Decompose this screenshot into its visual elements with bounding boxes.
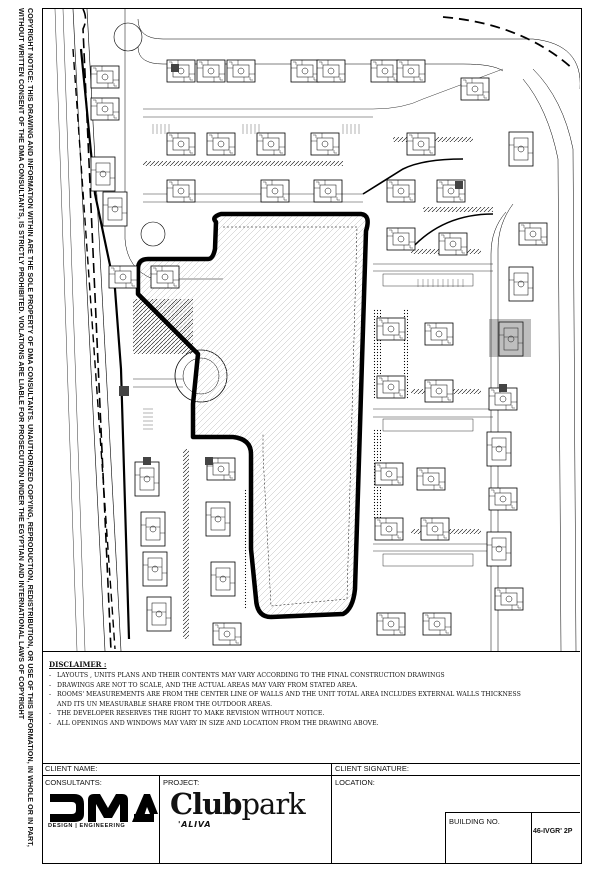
disclaimer-item: - ROOMS' MEASUREMENTS ARE FROM THE CENTER LINE OF WALLS AND THE UNIT TOTAL AREA INCLUDES EXTERNAL WALLS THICKNESS (49, 690, 570, 700)
title-block-divider (331, 775, 332, 863)
client-name-label: CLIENT NAME: (45, 764, 98, 773)
disclaimer-item: - ALL OPENINGS AND WINDOWS MAY VARY IN SIZE AND LOCATION FROM THE DRAWING ABOVE. (49, 719, 570, 729)
title-block-divider (43, 763, 580, 764)
clubpark-logo-part2: park (241, 787, 305, 821)
clubpark-logo (170, 787, 305, 821)
title-block-divider (43, 775, 580, 776)
disclaimer-item: - THE DEVELOPER RESERVES THE RIGHT TO MAKE REVISION WITHOUT NOTICE. (49, 709, 570, 719)
title-block-divider (531, 812, 532, 863)
disclaimer-section (43, 651, 580, 764)
copyright-text: COPYRIGHT NOTICE: THIS DRAWING AND INFORMATION WITHIN ARE THE SOLE PROPERTY OF DMA CONSULTANTS. UNAUTHORIZED COPYING, REPRODUCTION, REDISTRIBUTION, OR USE OF THIS INFORMATION, IN WHOLE OR IN PART, WITHOUT WRITTEN CONSENT OF THE DMA CONSULTANTS, IS STRICTLY PROHIBITED. VIOLATIONS ARE LIABLE FOR PROSECUTION UNDER THE EGYPTIAN AND INTERNATIONAL LAWS OF COPYRIGHT (17, 8, 34, 847)
disclaimer-item: - LAYOUTS , UNITS PLANS AND THEIR CONTENTS MAY VARY ACCORDING TO THE FINAL CONSTRUCTION DRAWINGS (49, 671, 570, 681)
disclaimer-title: DISCLAIMER : (49, 660, 107, 669)
project-label: PROJECT: (163, 778, 200, 787)
title-block-divider (331, 763, 332, 775)
disclaimer-list (49, 671, 570, 728)
disclaimer-item: - DRAWINGS ARE NOT TO SCALE, AND THE ACTUAL AREAS MAY VARY FROM STATED AREA. (49, 681, 570, 691)
building-no-label: BUILDING NO. (449, 817, 500, 826)
drawing-sheet (42, 8, 582, 864)
site-plan (43, 9, 580, 651)
consultants-label: CONSULTANTS: (45, 778, 102, 787)
title-block-divider (445, 812, 446, 863)
title-block-divider (159, 775, 160, 863)
client-signature-label: CLIENT SIGNATURE: (335, 764, 409, 773)
copyright-notice (4, 8, 34, 868)
consultant-tagline: DESIGN | ENGINEERING (48, 823, 126, 829)
disclaimer-item: AND ITS UN MEASURABLE SHARE FROM THE OUTDOOR AREAS. (57, 700, 273, 708)
clubpark-logo-part1: Club (170, 787, 242, 821)
building-no-value: 46-IVGR' 2P (533, 828, 573, 835)
aliva-brand: 'ALIVA (178, 820, 212, 829)
location-label: LOCATION: (335, 778, 375, 787)
title-block-divider (445, 812, 580, 813)
